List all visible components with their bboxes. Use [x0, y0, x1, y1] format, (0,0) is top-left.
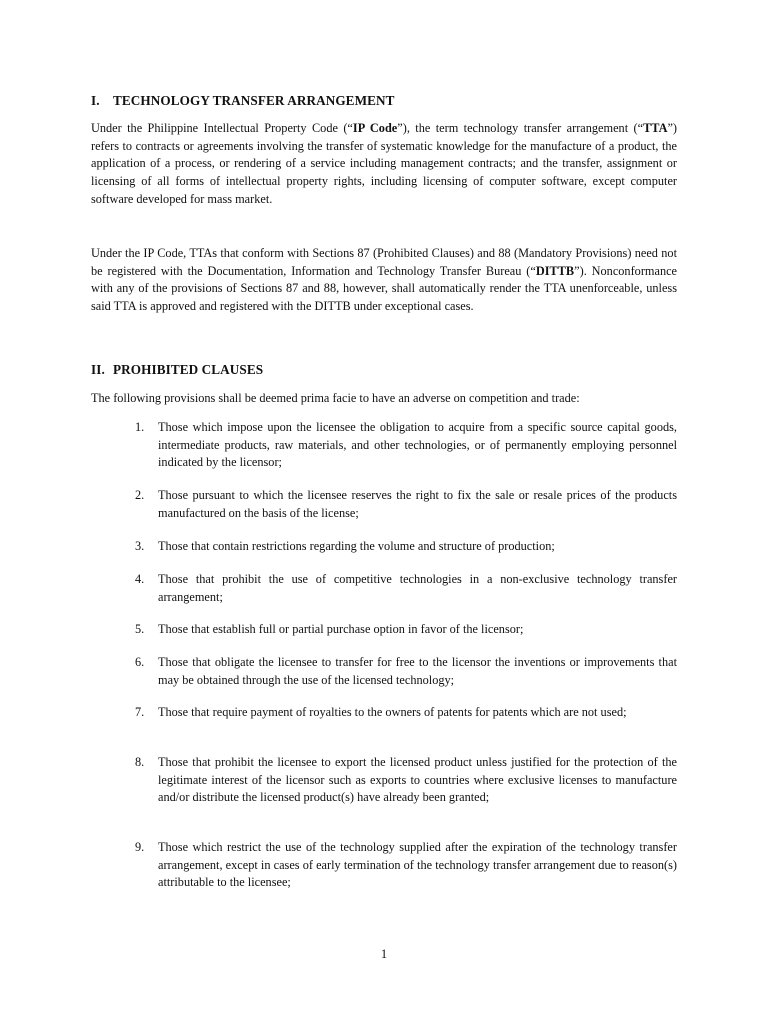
defined-term-tta: TTA	[643, 121, 668, 135]
paragraph-intro: The following provisions shall be deemed prima facie to have an adverse on competition and trade:	[91, 391, 580, 405]
text-run: ”) refers to contracts or agreements involving the transfer of systematic knowledge for the manufacture of a product, the application of a process, or rendering of a service including management contracts; and the transfer, assignment or licensing of all forms of intellectual property rights, including licensing of computer software, except computer software developed for mass market.	[91, 121, 678, 206]
defined-term-ip-code: IP Code	[352, 121, 398, 135]
list-marker: 2.	[135, 488, 145, 502]
paragraph-registration	[91, 245, 677, 316]
text-run: Under the IP Code, TTAs that conform with Sections 87 (Prohibited Clauses) and 88 (Mandatory Provisions) need not be registered with the Documentation, Information and Technology Transfer Bureau (“	[91, 246, 677, 278]
list-marker: 8.	[135, 755, 145, 769]
section-title: TECHNOLOGY TRANSFER ARRANGEMENT	[113, 93, 395, 108]
list-item-text: Those which impose upon the licensee the obligation to acquire from a specific source capital goods, intermediate products, raw materials, and other technologies, or of permanently employing personnel indicated by the licensor;	[158, 420, 677, 470]
section-heading-technology-transfer	[91, 93, 395, 109]
list-item-text: Those pursuant to which the licensee reserves the right to fix the sale or resale prices of the products manufactured on the basis of the license;	[158, 488, 677, 520]
list-item	[91, 487, 677, 522]
page-number: 1	[380, 947, 388, 961]
paragraph-tta-definition	[91, 120, 677, 209]
list-item-text: Those that prohibit the licensee to export the licensed product unless justified for the protection of the legitimate interest of the licensor such as exports to countries where exclusive licenses to manufacture and/or distribute the licensed product(s) have already been granted;	[158, 755, 677, 805]
list-item	[91, 621, 677, 639]
list-marker: 4.	[135, 572, 145, 586]
text-run: ”). Nonconformance with any of the provisions of Sections 87 and 88, however, shall automatically render the TTA unenforceable, unless said TTA is approved and registered with the DITTB under exceptional cases.	[91, 263, 678, 314]
list-item-text: Those that require payment of royalties to the owners of patents for patents which are not used;	[158, 705, 627, 719]
list-marker: 6.	[135, 655, 145, 669]
list-item	[91, 704, 677, 722]
list-marker: 3.	[135, 539, 145, 553]
list-item-text: Those that contain restrictions regarding the volume and structure of production;	[158, 539, 555, 553]
list-item	[91, 571, 677, 606]
section-number: II.	[91, 362, 105, 377]
text-run: Under the Philippine Intellectual Property Code (“	[91, 121, 353, 135]
section-heading-prohibited-clauses	[91, 362, 263, 378]
text-run: ”), the term technology transfer arrangement (“	[397, 121, 644, 135]
defined-term-dittb: DITTB	[535, 263, 575, 278]
list-item-text: Those that prohibit the use of competitive technologies in a non-exclusive technology transfer arrangement;	[158, 572, 677, 604]
list-marker: 7.	[135, 705, 145, 719]
section-number: I.	[91, 93, 100, 108]
list-item	[91, 654, 677, 689]
list-item-text: Those that obligate the licensee to transfer for free to the licensor the inventions or improvements that may be obtained through the use of the licensed technology;	[158, 655, 677, 687]
list-item	[91, 754, 677, 807]
list-item-text: Those which restrict the use of the technology supplied after the expiration of the technology transfer arrangement, except in cases of early termination of the technology transfer arrangement due to reason(s) attributable to the licensee;	[158, 840, 677, 890]
list-item	[91, 538, 677, 556]
list-item-text: Those that establish full or partial purchase option in favor of the licensor;	[158, 622, 524, 636]
list-marker: 5.	[135, 622, 145, 636]
list-item	[91, 419, 677, 472]
list-marker: 9.	[135, 840, 145, 854]
list-item	[91, 839, 677, 892]
section-title: PROHIBITED CLAUSES	[113, 362, 264, 377]
list-marker: 1.	[135, 420, 145, 434]
